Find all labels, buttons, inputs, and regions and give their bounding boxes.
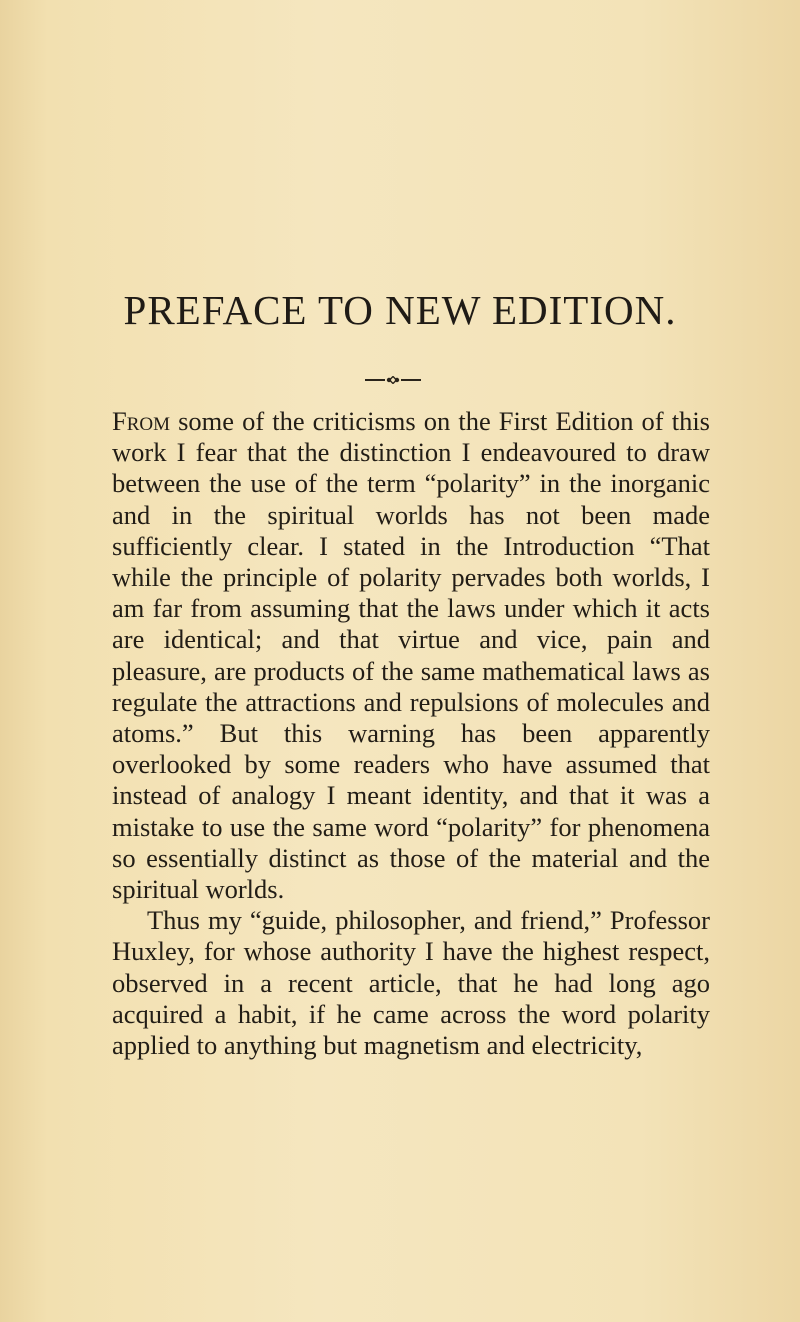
rule-ornament-icon: [365, 376, 421, 384]
page-title: PREFACE TO NEW EDITION.: [123, 287, 677, 333]
opening-word: From: [112, 406, 171, 436]
paragraph-text: Thus my “guide, philosopher, and friend,” Professor Huxley, for whose authority I have the highest respect, observed in a recent article, that he had long ago acquired a habit, if he came across the word polarity applied to anything but magnetism and electricity,: [112, 905, 710, 1061]
preface-body: [112, 406, 710, 1061]
paragraph: [112, 406, 710, 905]
paragraph: [112, 905, 710, 1061]
paragraph-text: some of the criticisms on the First Edition of this work I fear that the distinction I endeavoured to draw between the use of the term “polarity” in the inorganic and in the spiritual worlds has not been made sufficiently clear. I stated in the Introduction “That while the principle of polarity pervades both worlds, I am far from assuming that the laws under which it acts are identical; and that virtue and vice, pain and pleasure, are products of the same mathematical laws as regulate the attractions and repulsions of molecules and atoms.” But this warning has been apparently overlooked by some readers who have assumed that instead of analogy I meant identity, and that it was a mistake to use the same word “polarity” for phenomena so essentially distinct as those of the material and the spiritual worlds.: [112, 406, 710, 905]
